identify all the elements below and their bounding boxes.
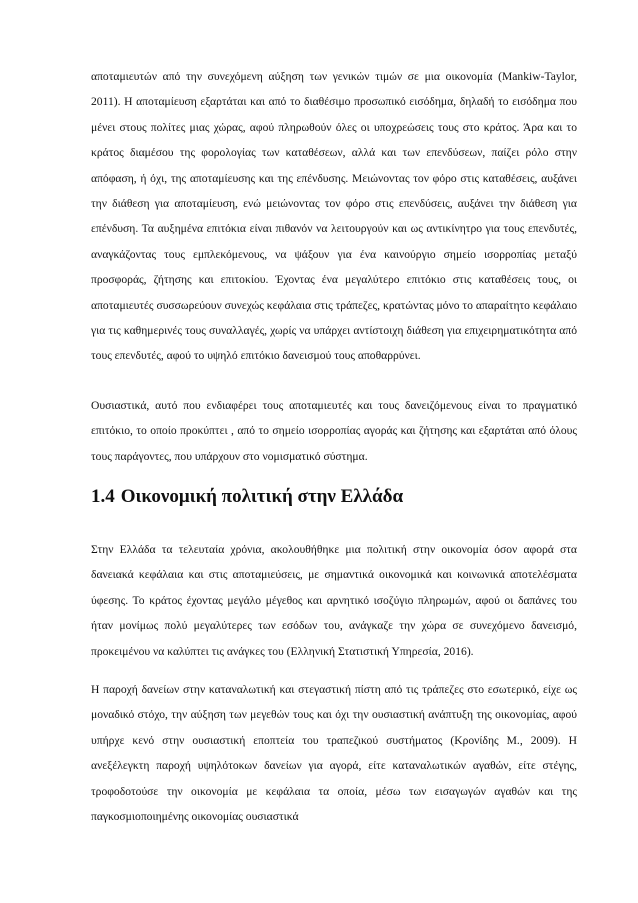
paragraph-greek-economic-policy: Στην Ελλάδα τα τελευταία χρόνια, ακολουθήθηκε μια πολιτική στην οικονομία όσον αφορά στα δανειακά κεφάλαια και στις αποταμιεύσεις, με σημαντικά οικονομικά και κοινωνικά αποτελέσματα ύφεσης. Το κράτος έχοντας μεγάλο μέγεθος και αρνητικό ισοζύγιο πληρωμών, αφού οι δαπάνες του ήταν μονίμως πολύ μεγαλύτερες των εσόδων του, ανάγκαζε την χώρα σε συνεχόμενο δανεισμό, προκειμένου να καλύπτει τις ανάγκες του (Ελληνική Στατιστική Υπηρεσία, 2016).	[91, 543, 577, 658]
section-heading	[91, 485, 577, 509]
paragraph-bank-lending: Η παροχή δανείων στην καταναλωτική και στεγαστική πίστη από τις τράπεζες στο εσωτερικό, είχε ως μοναδικό στόχο, την αύξηση των μεγεθών τους και όχι την ουσιαστική ανάπτυξη της οικονομίας, αφού υπήρχε κενό στην ουσιαστική εποπτεία του τραπεζικού συστήματος (Κρονίδης Μ., 2009). Η ανεξέλεγκτη παροχή υψηλότοκων δανείων για αγορά, είτε καταναλωτικών αγαθών, είτε στέγης, τροφοδοτούσε την οικονομία με κεφάλαια τα οποία, μέσω των εισαγωγών αγαθών και της παγκοσμιοποιημένης οικονομίας ουσιαστικά	[91, 683, 577, 824]
paragraph-savings-interest: αποταμιευτών από την συνεχόμενη αύξηση των γενικών τιμών σε μια οικονομία (Mankiw-Taylor, 2011). Η αποταμίευση εξαρτάται και από το διαθέσιμο προσωπικό εισόδημα, δηλαδή το εισόδημα που μένει στους πολίτες μιας χώρας, αφού πληρωθούν όλες οι υποχρεώσεις τους στο κράτος. Άρα και το κράτος διαμέσου της φορολογίας των καταθέσεων, αλλά και των επενδύσεων, παίζει ρόλο στην απόφαση, ή όχι, της αποταμίευσης και της επένδυσης. Μειώνοντας τον φόρο στις καταθέσεις, αυξάνει την διάθεση για αποταμίευση, ενώ μειώνοντας τον φόρο στις επενδύσεις, αυξάνει την διάθεση για επένδυση. Τα αυξημένα επιτόκια είναι πιθανόν να λειτουργούν και ως αντικίνητρο για τους επενδυτές, αναγκάζοντας τους εμπλεκόμενους, να ψάξουν για ένα καινούργιο σημείο ισορροπίας μεταξύ προσφοράς, ζήτησης και επιτοκίου. Έχοντας ένα μεγαλύτερο επιτόκιο στις καταθέσεις τους, οι αποταμιευτές συσσωρεύουν συνεχώς κεφάλαια στις τράπεζες, κρατώντας μόνο το απαραίτητο κεφάλαιο για τις καθημερινές τους συναλλαγές, χωρίς να υπάρχει αντίστοιχη διάθεση για επιχειρηματικότητα από τους επενδυτές, αφού το υψηλό επιτόκιο δανεισμού τους αποθαρρύνει.	[91, 70, 577, 363]
section-number: 1.4	[91, 486, 115, 507]
section-title: Οικονομική πολιτική στην Ελλάδα	[120, 486, 404, 507]
paragraph-real-interest-rate: Ουσιαστικά, αυτό που ενδιαφέρει τους αποταμιευτές και τους δανειζόμενους είναι το πραγματικό επιτόκιο, το οποίο προκύπτει , από το σημείο ισορροπίας αγοράς και ζήτησης και εξαρτάται από όλους τους παράγοντες, που υπάρχουν στο νομισματικό σύστημα.	[91, 399, 577, 463]
